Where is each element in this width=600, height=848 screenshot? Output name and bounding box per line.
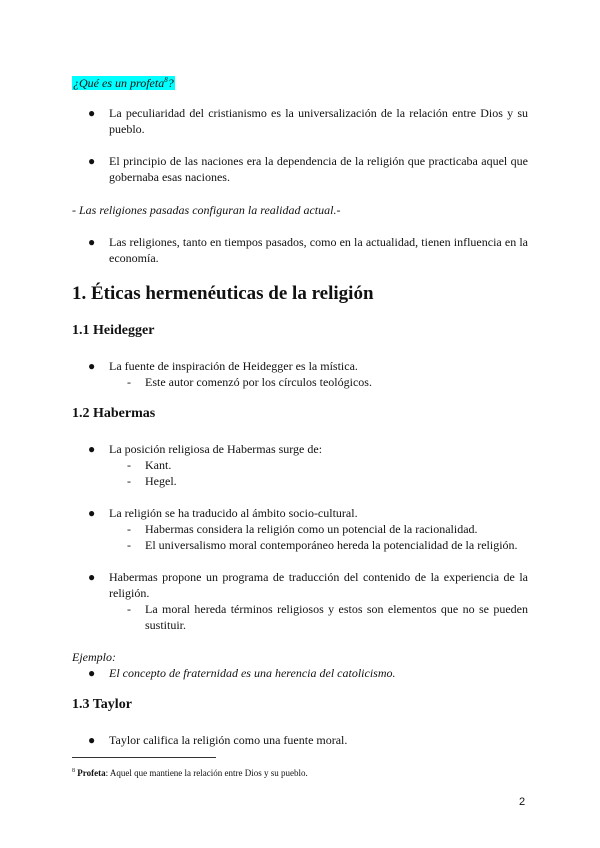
- question-suffix: ?: [167, 76, 174, 90]
- list-item-text: La religión se ha traducido al ámbito socio-cultural.: [109, 506, 358, 520]
- list-item-text: Habermas propone un programa de traducción del contenido de la experiencia de la religión.: [109, 570, 528, 600]
- subheading-heidegger: 1.1 Heidegger: [72, 323, 155, 338]
- dash-icon: -: [127, 522, 131, 536]
- bullet-icon: ●: [88, 359, 96, 373]
- example-label: Ejemplo:: [72, 650, 116, 664]
- dash-icon: -: [127, 538, 131, 552]
- bullet-icon: ●: [88, 106, 96, 120]
- dash-icon: -: [127, 375, 131, 389]
- bullet-icon: ●: [88, 666, 96, 680]
- list-item: [88, 505, 528, 521]
- sub-list-item: [127, 521, 528, 537]
- question-text: ¿Qué es un profeta: [73, 76, 165, 90]
- bullet-icon: ●: [88, 442, 96, 456]
- bullet-icon: ●: [88, 235, 96, 249]
- list-item: [88, 234, 528, 266]
- subheading-habermas: 1.2 Habermas: [72, 406, 156, 421]
- list-item: [88, 358, 528, 374]
- dash-icon: -: [127, 458, 131, 472]
- footnote-number: 8: [72, 768, 75, 774]
- list-item: [88, 569, 528, 601]
- highlighted-question: [72, 76, 175, 90]
- dash-icon: -: [127, 474, 131, 488]
- bullet-icon: ●: [88, 506, 96, 520]
- list-item-text: Las religiones, tanto en tiempos pasados, como en la actualidad, tienen influencia en la economía.: [109, 235, 528, 265]
- list-item-text: La posición religiosa de Habermas surge de:: [109, 442, 323, 456]
- sub-list-item: [127, 457, 528, 473]
- italic-note: - Las religiones pasadas configuran la realidad actual.-: [72, 203, 341, 217]
- list-item-text: El principio de las naciones era la dependencia de la religión que practicaba aquel que gobernaba esas naciones.: [109, 154, 528, 184]
- list-item: [88, 732, 528, 748]
- sub-list-item-text: La moral hereda términos religiosos y estos son elementos que no se pueden sustituir.: [145, 602, 528, 632]
- sub-list-item-text: Hegel.: [145, 474, 177, 488]
- list-item: [88, 441, 528, 457]
- question-line: [72, 72, 175, 91]
- sub-list-item-text: Kant.: [145, 458, 172, 472]
- sub-list-item-text: Habermas considera la religión como un potencial de la racionalidad.: [145, 522, 478, 536]
- list-item: [88, 105, 528, 137]
- list-item-text: La fuente de inspiración de Heidegger es la mística.: [109, 359, 358, 373]
- footnote-term: Profeta: [77, 768, 106, 778]
- footnote-ref[interactable]: 8: [164, 76, 168, 84]
- sub-list-item-text: El universalismo moral contemporáneo hereda la potencialidad de la religión.: [145, 538, 518, 552]
- bullet-icon: ●: [88, 570, 96, 584]
- example-text: El concepto de fraternidad es una herencia del catolicismo.: [109, 666, 396, 680]
- sub-list-item-text: Este autor comenzó por los círculos teológicos.: [145, 375, 372, 389]
- subheading-taylor: 1.3 Taylor: [72, 697, 132, 712]
- dash-icon: -: [127, 602, 131, 616]
- list-item: [88, 153, 528, 185]
- footnote-text: : Aquel que mantiene la relación entre Dios y su pueblo.: [105, 768, 308, 778]
- list-item: [88, 665, 528, 681]
- list-item-text: Taylor califica la religión como una fuente moral.: [109, 733, 348, 747]
- sub-list-item: [127, 601, 528, 633]
- sub-list-item: [127, 537, 528, 553]
- footnote: [72, 765, 308, 779]
- sub-list-item: [127, 473, 528, 489]
- bullet-icon: ●: [88, 733, 96, 747]
- sub-list-item: [127, 374, 528, 390]
- section-heading: 1. Éticas hermenéuticas de la religión: [72, 283, 374, 304]
- page-number: 2: [519, 796, 526, 808]
- footnote-divider: [72, 757, 216, 758]
- list-item-text: La peculiaridad del cristianismo es la universalización de la relación entre Dios y su pueblo.: [109, 106, 528, 136]
- bullet-icon: ●: [88, 154, 96, 168]
